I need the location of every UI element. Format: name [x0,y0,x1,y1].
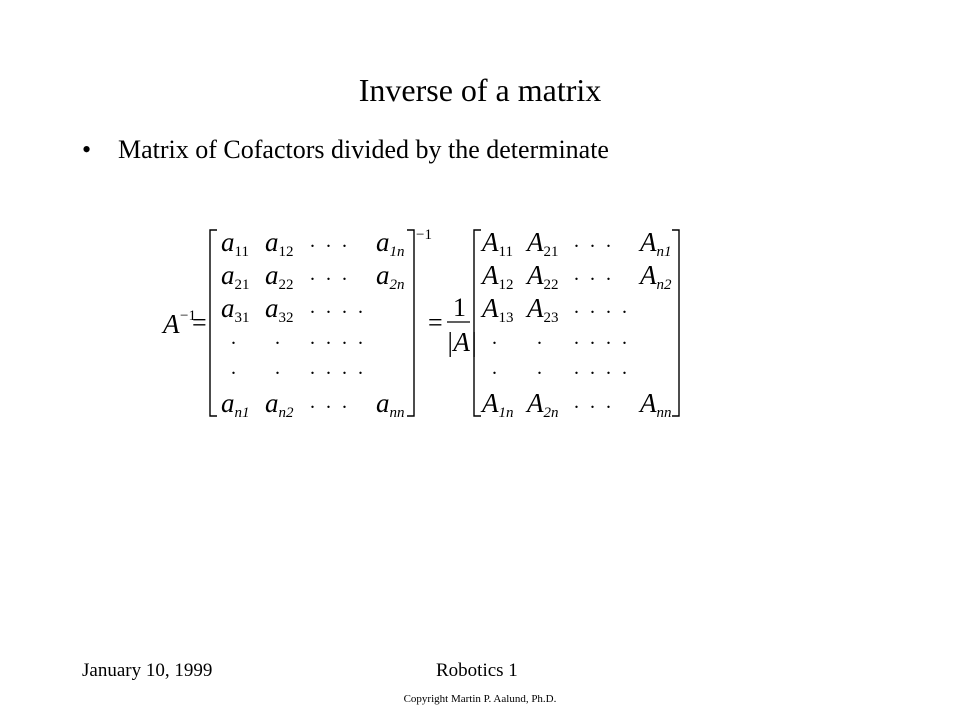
slide-title: Inverse of a matrix [358,72,602,108]
matrix-cofactor-right-bracket [672,230,679,416]
matrix-a-left-bracket [210,230,217,416]
matrix-a-ellipsis: ... [310,391,358,413]
matrix-a-entry: a2n [376,260,405,293]
matrix-a-dot: . [231,357,247,379]
matrix-cofactor-left-bracket [474,230,481,416]
matrix-a-ellipsis: .... [310,357,374,379]
footer-copyright: Copyright Martin P. Aalund, Ph.D. [403,693,557,705]
matrix-cofactor-entry: A2n [527,388,559,421]
matrix-cofactor-entry: A21 [527,227,559,260]
matrix-cofactor-ellipsis: .... [574,296,638,318]
matrix-cofactor-ellipsis: ... [574,391,622,413]
matrix-cofactor-entry: An1 [640,227,672,260]
matrix-a-entry: ann [376,388,405,421]
matrix-a-entry: an1 [221,388,250,421]
lhs-variable: A [163,309,180,339]
matrix-cofactor-entry: A12 [482,260,514,293]
matrix-a-entry: a1n [376,227,405,260]
matrix-a-entry: a22 [265,260,294,293]
bullet-marker: • [82,135,92,164]
matrix-cofactor-ellipsis: ... [574,263,622,285]
matrix-a-entry: a11 [221,227,249,260]
matrix-a-entry: an2 [265,388,294,421]
matrix-cofactor-ellipsis: .... [574,357,638,379]
matrix-cofactor-dot: . [492,327,508,349]
footer-date: January 10, 1999 [82,660,213,681]
matrix-a-ellipsis: .... [310,327,374,349]
matrix-a-dot: . [231,327,247,349]
matrix-a-ellipsis: ... [310,230,358,252]
matrix-cofactor-entry: A13 [482,293,514,326]
fraction-numerator: 1 [453,293,466,322]
inverse-exponent: −1 [416,227,432,243]
matrix-a-entry: a21 [221,260,250,293]
rhs-equals: = [428,308,443,337]
matrix-a-dot: . [275,357,291,379]
matrix-cofactor-entry: A22 [527,260,559,293]
matrix-cofactor-entry: A11 [482,227,513,260]
matrix-cofactor-entry: A1n [482,388,514,421]
lhs-equals: = [192,308,207,337]
matrix-cofactor-dot: . [492,357,508,379]
matrix-a-entry: a32 [265,293,294,326]
footer-course: Robotics 1 [436,660,518,681]
matrix-cofactor-ellipsis: .... [574,327,638,349]
matrix-cofactor-entry: Ann [640,388,672,421]
matrix-a-ellipsis: .... [310,296,374,318]
lhs-exponent: −1 [180,308,196,324]
matrix-a [221,227,405,421]
matrix-cofactor-entry: A23 [527,293,559,326]
matrix-cofactor-ellipsis: ... [574,230,622,252]
matrix-cofactor-dot: . [537,357,553,379]
matrix-a-ellipsis: ... [310,263,358,285]
matrix-cofactor-dot: . [537,327,553,349]
matrix-a-entry: a12 [265,227,294,260]
fraction-denominator: |A| [446,327,478,357]
matrix-cofactor [480,227,672,421]
bullet-text: Matrix of Cofactors divided by the determinate [118,135,609,164]
matrix-a-entry: a31 [221,293,250,326]
matrix-a-dot: . [275,327,291,349]
matrix-a-right-bracket [407,230,414,416]
matrix-cofactor-entry: An2 [640,260,672,293]
